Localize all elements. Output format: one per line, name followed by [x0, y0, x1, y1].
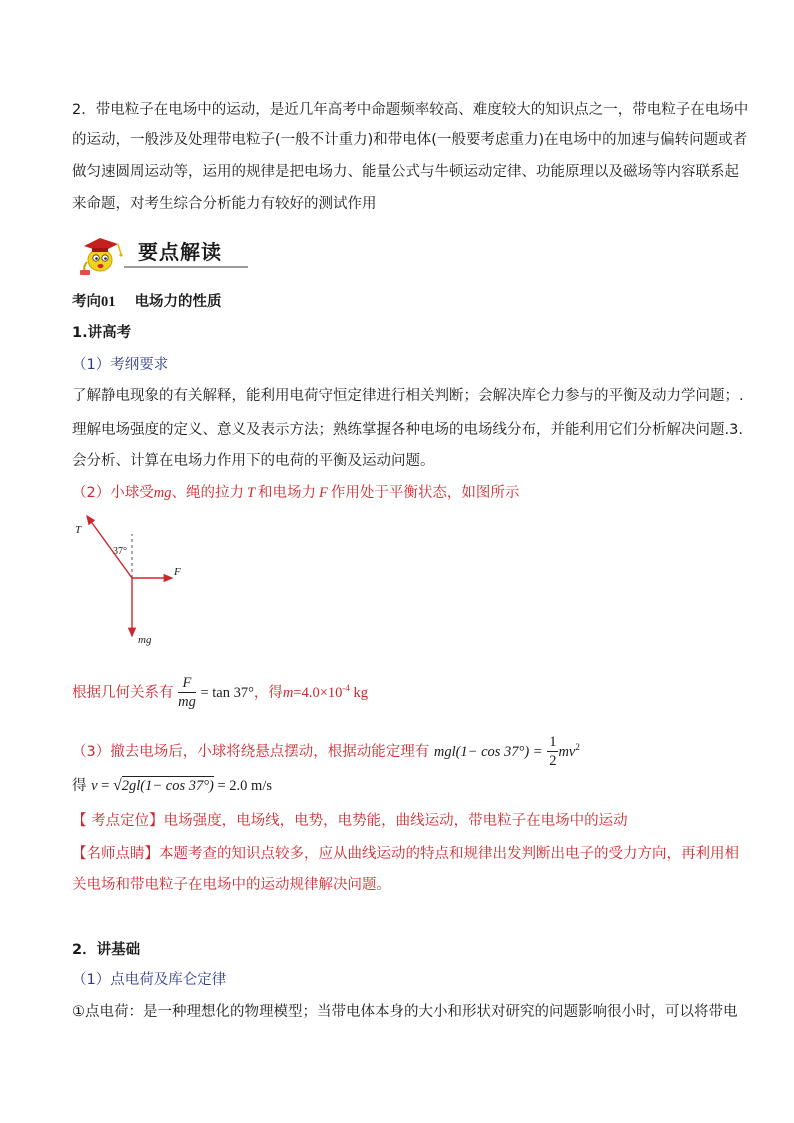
formula-1-num: F [178, 674, 196, 693]
formula-2-exp: 2 [575, 742, 580, 752]
force-diagram [70, 508, 200, 653]
formula-1-m: m [282, 684, 294, 701]
formula-1-suffix: ，得 [253, 684, 283, 701]
item-2-mg: mg [153, 485, 172, 501]
formula-2-lhs: mgl(1− cos 37°) = [433, 743, 543, 760]
kaodian-dingwei: 【 考点定位】电场强度，电场线，电势，电势能，曲线运动，带电粒子在电场中的运动 [72, 813, 628, 829]
formula-1-unit: kg [349, 684, 368, 701]
formula-1-exp: -4 [342, 683, 350, 693]
item-2-F: F [319, 485, 328, 501]
formula-1-rhs: = tan 37° [200, 684, 254, 701]
item-2-text [72, 483, 519, 503]
formula-2-fraction [547, 733, 558, 770]
mascot-icon [78, 232, 128, 276]
mingshi-line-2: 关电场和带电粒子在电场中的运动规律解决问题。 [72, 877, 391, 893]
section-title-prefix: 考向01 [72, 294, 116, 310]
label-F: F [174, 566, 181, 578]
formula-1-prefix: 根据几何关系有 [72, 684, 174, 701]
formula-2-num: 1 [549, 734, 557, 751]
req-line-1: 了解静电现象的有关解释，能利用电荷守恒定律进行相关判断；会解决库仑力参与的平衡及动力学问题；. [72, 388, 744, 404]
item-2-part-c: 和电场力 [258, 485, 317, 501]
label-T: T [75, 524, 82, 536]
banner-title: 要点解读 [138, 240, 222, 264]
formula-1-mval: =4.0×10 [293, 684, 343, 701]
formula-3-radicand: 2gl(1− cos 37°) [121, 778, 214, 794]
formula-3-result: = 2.0 m/s [213, 778, 273, 794]
formula-1 [72, 668, 368, 713]
intro-line-2: 的运动，一般涉及处理带电粒子(一般不计重力)和带电体(一般要考虑重力)在电场中的加速与偏转问题或者 [72, 132, 748, 148]
formula-3-prefix: 得 [72, 778, 87, 794]
mingshi-line-1: 【名师点睛】本题考查的知识点较多，应从曲线运动的特点和规律出发判断出电子的受力方向，再利用相 [72, 846, 739, 862]
sqrt-icon: √ [112, 777, 122, 794]
subheading-jiang-gaokao: 1.讲高考 [72, 325, 132, 341]
formula-2-prefix: （3）撤去电场后，小球将绕悬点摆动，根据动能定理有 [72, 743, 430, 760]
formula-1-fraction [178, 674, 196, 711]
formula-2 [72, 727, 580, 772]
req-line-2: 理解电场强度的定义、意义及表示方法；熟练掌握各种电场的电场线分布，并能利用它们分析解决问题.3. [72, 422, 743, 438]
item-dian-dianhe: （1）点电荷及库仑定律 [72, 972, 227, 988]
item-2-T: T [246, 485, 256, 501]
item-2-part-a: （2）小球受 [72, 485, 154, 501]
formula-3-v: v [91, 778, 98, 794]
section-title [72, 292, 222, 312]
banner-underline [124, 266, 248, 268]
section-banner [78, 232, 248, 274]
dian-dianhe-text: ①点电荷：是一种理想化的物理模型；当带电体本身的大小和形状对研究的问题影响很小时，可以将带电 [72, 1004, 738, 1020]
formula-1-den: mg [178, 694, 196, 711]
formula-2-den: 2 [549, 753, 557, 770]
section-title-text: 电场力的性质 [134, 294, 222, 310]
formula-3-eq: = [97, 778, 113, 794]
intro-line-4: 来命题，对考生综合分析能力有较好的测试作用 [72, 196, 377, 212]
item-2-part-d: 作用处于平衡状态，如图所示 [330, 485, 520, 501]
formula-3 [72, 774, 272, 798]
label-mg: mg [138, 634, 152, 646]
intro-line-3: 做匀速圆周运动等，运用的规律是把电场力、能量公式与牛顿运动定律、功能原理以及磁场等内容联系起 [72, 164, 739, 180]
req-line-3: 会分析、计算在电场力作用下的电荷的平衡及运动问题。 [72, 453, 435, 469]
subheading-jiang-jichu: 2．讲基础 [72, 942, 141, 958]
item-kaogang: （1）考纲要求 [72, 357, 169, 373]
formula-2-rhs: mv [558, 743, 576, 760]
intro-line-1: 2．带电粒子在电场中的运动，是近几年高考中命题频率较高、难度较大的知识点之一，带电粒子在电场中 [72, 102, 749, 118]
label-angle: 37° [113, 546, 127, 557]
item-2-part-b: 、绳的拉力 [171, 485, 244, 501]
